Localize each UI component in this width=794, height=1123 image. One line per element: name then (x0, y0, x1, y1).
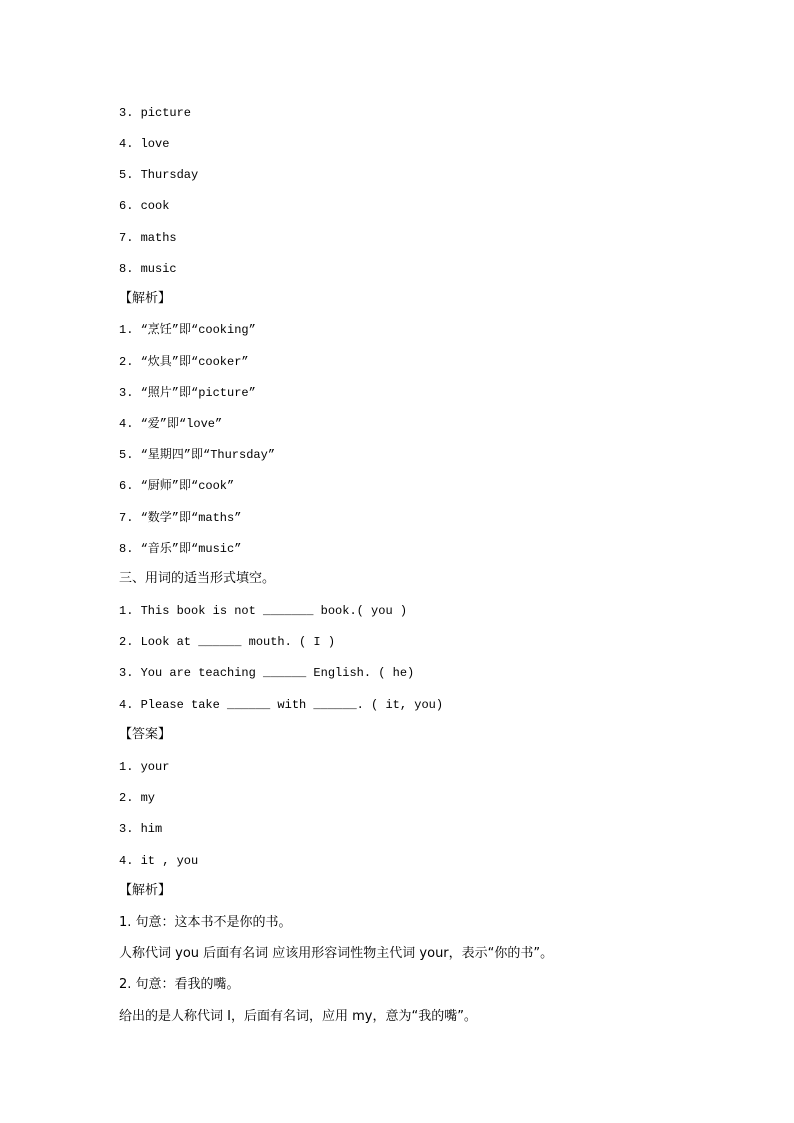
answer-item: 5. Thursday (119, 168, 199, 182)
analysis-label: 【解析】 (119, 291, 172, 306)
analysis-item: 7. “数学”即“maths” (119, 511, 242, 525)
analysis-text: 给出的是人称代词 I，后面有名词，应用 my，意为“我的嘴”。 (119, 1009, 477, 1024)
question-item: 4. Please take ______ with ______. ( it, you) (119, 698, 444, 712)
analysis-text: 2. 句意：看我的嘴。 (119, 977, 240, 992)
answer-item: 7. maths (119, 231, 177, 245)
analysis-text: 人称代词 you 后面有名词 应该用形容词性物主代词 your，表示“你的书”。 (119, 946, 554, 961)
answer-item: 1. your (119, 760, 170, 774)
answer-item: 4. love (119, 137, 170, 151)
answer-item: 2. my (119, 791, 156, 805)
answer-item: 3. picture (119, 106, 192, 120)
analysis-item: 3. “照片”即“picture” (119, 386, 256, 400)
answer-item: 3. him (119, 822, 163, 836)
analysis-text: 1. 句意：这本书不是你的书。 (119, 915, 292, 930)
question-item: 2. Look at ______ mouth. ( I ) (119, 635, 336, 649)
analysis-item: 2. “炊具”即“cooker” (119, 355, 249, 369)
analysis-item: 1. “烹饪”即“cooking” (119, 323, 256, 337)
answer-item: 4. it , you (119, 854, 199, 868)
section-title: 三、用词的适当形式填空。 (119, 571, 276, 586)
analysis-label: 【解析】 (119, 883, 172, 898)
answer-label: 【答案】 (119, 727, 172, 742)
analysis-item: 8. “音乐”即“music” (119, 542, 242, 556)
analysis-item: 5. “星期四”即“Thursday” (119, 448, 276, 462)
question-item: 3. You are teaching ______ English. ( he) (119, 666, 415, 680)
answer-item: 8. music (119, 262, 177, 276)
question-item: 1. This book is not _______ book.( you ) (119, 604, 408, 618)
analysis-item: 4. “爱”即“love” (119, 417, 223, 431)
answer-item: 6. cook (119, 199, 170, 213)
analysis-item: 6. “厨师”即“cook” (119, 479, 235, 493)
